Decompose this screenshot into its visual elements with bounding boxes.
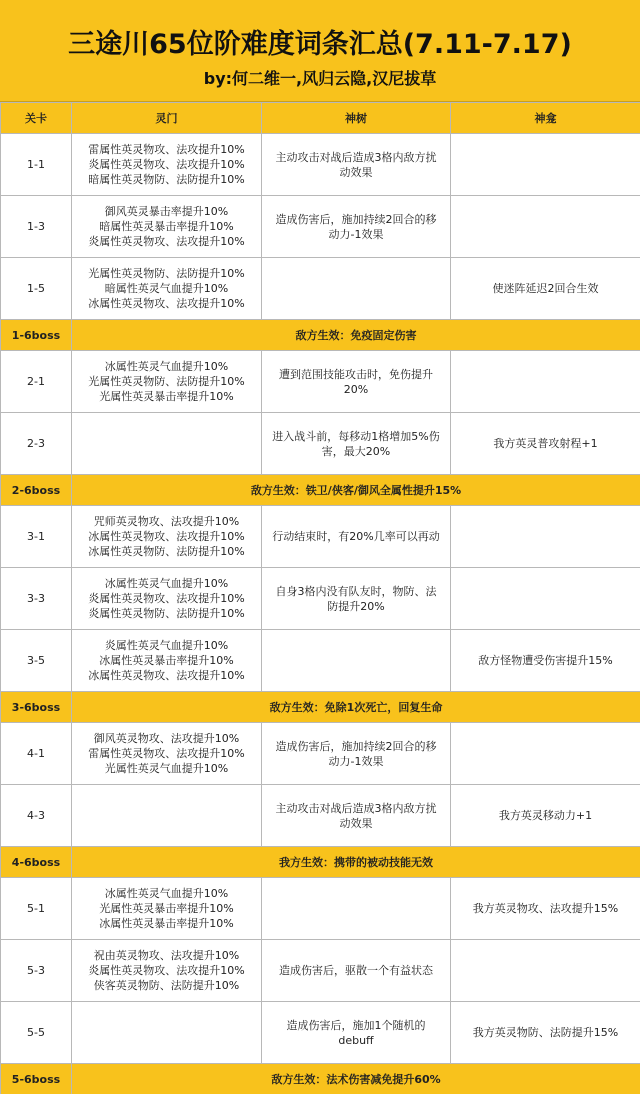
shrine-affix xyxy=(451,134,640,196)
boss-row xyxy=(1,475,640,506)
gate-affixes xyxy=(72,413,262,475)
gate-affix: 冰属性英灵物攻、法攻提升10% xyxy=(88,297,245,310)
gate-affix: 冰属性英灵物攻、法攻提升10% xyxy=(88,530,245,543)
gate-affixes xyxy=(72,630,262,692)
boss-level: 2-6boss xyxy=(1,475,72,506)
tree-affix xyxy=(262,630,451,692)
column-header-tree: 神树 xyxy=(262,103,451,134)
gate-affix: 冰属性英灵物防、法防提升10% xyxy=(88,545,245,558)
stage-level: 1-3 xyxy=(1,196,72,258)
shrine-affix xyxy=(451,723,640,785)
tree-affix xyxy=(262,878,451,940)
shrine-affix xyxy=(451,568,640,630)
gate-affix: 炎属性英灵物攻、法攻提升10% xyxy=(88,964,245,977)
stage-row xyxy=(1,506,640,568)
gate-affix: 炎属性英灵物防、法防提升10% xyxy=(88,607,245,620)
shrine-affix xyxy=(451,506,640,568)
stage-row xyxy=(1,630,640,692)
tree-affix: 造成伤害后，施加持续2回合的移动力-1效果 xyxy=(262,723,451,785)
stage-level: 2-1 xyxy=(1,351,72,413)
shrine-affix: 敌方怪物遭受伤害提升15% xyxy=(451,630,640,692)
gate-affix: 祝由英灵物攻、法攻提升10% xyxy=(93,949,240,962)
page-header xyxy=(0,0,640,102)
gate-affixes xyxy=(72,785,262,847)
boss-level: 4-6boss xyxy=(1,847,72,878)
column-header-gate: 灵门 xyxy=(72,103,262,134)
stage-level: 5-1 xyxy=(1,878,72,940)
shrine-affix xyxy=(451,940,640,1002)
gate-affix: 雷属性英灵物攻、法攻提升10% xyxy=(88,747,245,760)
boss-effect: 敌方生效：免疫固定伤害 xyxy=(72,320,640,351)
gate-affix: 暗属性英灵气血提升10% xyxy=(104,282,229,295)
stage-level: 5-3 xyxy=(1,940,72,1002)
stage-row xyxy=(1,351,640,413)
table-body xyxy=(1,134,640,1094)
gate-affix: 光属性英灵暴击率提升10% xyxy=(99,390,234,403)
stage-row xyxy=(1,413,640,475)
gate-affix: 冰属性英灵暴击率提升10% xyxy=(99,654,234,667)
tree-affix: 造成伤害后，驱散一个有益状态 xyxy=(262,940,451,1002)
stage-row xyxy=(1,1002,640,1064)
boss-effect: 我方生效：携带的被动技能无效 xyxy=(72,847,640,878)
gate-affix: 光属性英灵物防、法防提升10% xyxy=(88,375,245,388)
shrine-affix: 我方英灵移动力+1 xyxy=(451,785,640,847)
tree-affix: 主动攻击对战后造成3格内敌方扰动效果 xyxy=(262,134,451,196)
gate-affixes xyxy=(72,351,262,413)
column-header-shrine: 神龛 xyxy=(451,103,640,134)
gate-affixes xyxy=(72,568,262,630)
gate-affixes xyxy=(72,134,262,196)
boss-level: 1-6boss xyxy=(1,320,72,351)
gate-affix: 雷属性英灵物攻、法攻提升10% xyxy=(88,143,245,156)
gate-affix: 光属性英灵气血提升10% xyxy=(104,762,229,775)
boss-row xyxy=(1,847,640,878)
gate-affix: 暗属性英灵暴击率提升10% xyxy=(99,220,234,233)
gate-affix: 光属性英灵物防、法防提升10% xyxy=(88,267,245,280)
stage-level: 4-3 xyxy=(1,785,72,847)
gate-affixes xyxy=(72,878,262,940)
gate-affixes xyxy=(72,258,262,320)
shrine-affix: 我方英灵物防、法防提升15% xyxy=(451,1002,640,1064)
boss-effect: 敌方生效：免除1次死亡，回复生命 xyxy=(72,692,640,723)
boss-row xyxy=(1,1064,640,1094)
stage-row xyxy=(1,723,640,785)
gate-affix: 御风英灵物攻、法攻提升10% xyxy=(93,732,240,745)
tree-affix: 遭到范围技能攻击时，免伤提升20% xyxy=(262,351,451,413)
gate-affix: 御风英灵暴击率提升10% xyxy=(104,205,229,218)
tree-affix: 进入战斗前，每移动1格增加5%伤害，最大20% xyxy=(262,413,451,475)
stage-row xyxy=(1,258,640,320)
tree-affix: 自身3格内没有队友时，物防、法防提升20% xyxy=(262,568,451,630)
affix-table xyxy=(0,102,640,1094)
gate-affix: 炎属性英灵物攻、法攻提升10% xyxy=(88,592,245,605)
stage-row xyxy=(1,878,640,940)
gate-affix: 咒师英灵物攻、法攻提升10% xyxy=(93,515,240,528)
authors-credit: by:何二维一,风归云隐,汉尼拔草 xyxy=(203,69,437,88)
page-title: 三途川65位阶难度词条汇总(7.11-7.17) xyxy=(68,29,572,60)
shrine-affix: 我方英灵物攻、法攻提升15% xyxy=(451,878,640,940)
gate-affixes xyxy=(72,940,262,1002)
gate-affix: 炎属性英灵物攻、法攻提升10% xyxy=(88,235,245,248)
boss-level: 3-6boss xyxy=(1,692,72,723)
gate-affix: 炎属性英灵物攻、法攻提升10% xyxy=(88,158,245,171)
gate-affix: 炎属性英灵气血提升10% xyxy=(104,639,229,652)
stage-row xyxy=(1,568,640,630)
gate-affixes xyxy=(72,196,262,258)
stage-row xyxy=(1,940,640,1002)
boss-row xyxy=(1,320,640,351)
stage-level: 3-1 xyxy=(1,506,72,568)
shrine-affix xyxy=(451,196,640,258)
stage-level: 4-1 xyxy=(1,723,72,785)
gate-affix: 冰属性英灵气血提升10% xyxy=(104,360,229,373)
boss-row xyxy=(1,692,640,723)
boss-effect: 敌方生效：法术伤害减免提升60% xyxy=(72,1064,640,1094)
tree-affix: 造成伤害后，施加1个随机的debuff xyxy=(262,1002,451,1064)
boss-effect: 敌方生效：铁卫/侠客/御风全属性提升15% xyxy=(72,475,640,506)
gate-affix: 冰属性英灵气血提升10% xyxy=(104,887,229,900)
shrine-affix: 我方英灵普攻射程+1 xyxy=(451,413,640,475)
tree-affix: 行动结束时，有20%几率可以再动 xyxy=(262,506,451,568)
tree-affix: 主动攻击对战后造成3格内敌方扰动效果 xyxy=(262,785,451,847)
stage-level: 1-1 xyxy=(1,134,72,196)
tree-affix: 造成伤害后，施加持续2回合的移动力-1效果 xyxy=(262,196,451,258)
stage-level: 2-3 xyxy=(1,413,72,475)
shrine-affix xyxy=(451,351,640,413)
gate-affix: 光属性英灵暴击率提升10% xyxy=(99,902,234,915)
stage-level: 1-5 xyxy=(1,258,72,320)
stage-level: 5-5 xyxy=(1,1002,72,1064)
boss-level: 5-6boss xyxy=(1,1064,72,1094)
gate-affix: 侠客英灵物防、法防提升10% xyxy=(93,979,240,992)
gate-affix: 暗属性英灵物防、法防提升10% xyxy=(88,173,245,186)
column-header-level: 关卡 xyxy=(1,103,72,134)
table-header-row xyxy=(1,103,640,134)
tree-affix xyxy=(262,258,451,320)
stage-level: 3-5 xyxy=(1,630,72,692)
stage-row xyxy=(1,134,640,196)
stage-row xyxy=(1,196,640,258)
gate-affix: 冰属性英灵气血提升10% xyxy=(104,577,229,590)
gate-affixes xyxy=(72,1002,262,1064)
gate-affix: 冰属性英灵暴击率提升10% xyxy=(99,917,234,930)
shrine-affix: 使迷阵延迟2回合生效 xyxy=(451,258,640,320)
gate-affix: 冰属性英灵物攻、法攻提升10% xyxy=(88,669,245,682)
stage-level: 3-3 xyxy=(1,568,72,630)
gate-affixes xyxy=(72,723,262,785)
stage-row xyxy=(1,785,640,847)
gate-affixes xyxy=(72,506,262,568)
